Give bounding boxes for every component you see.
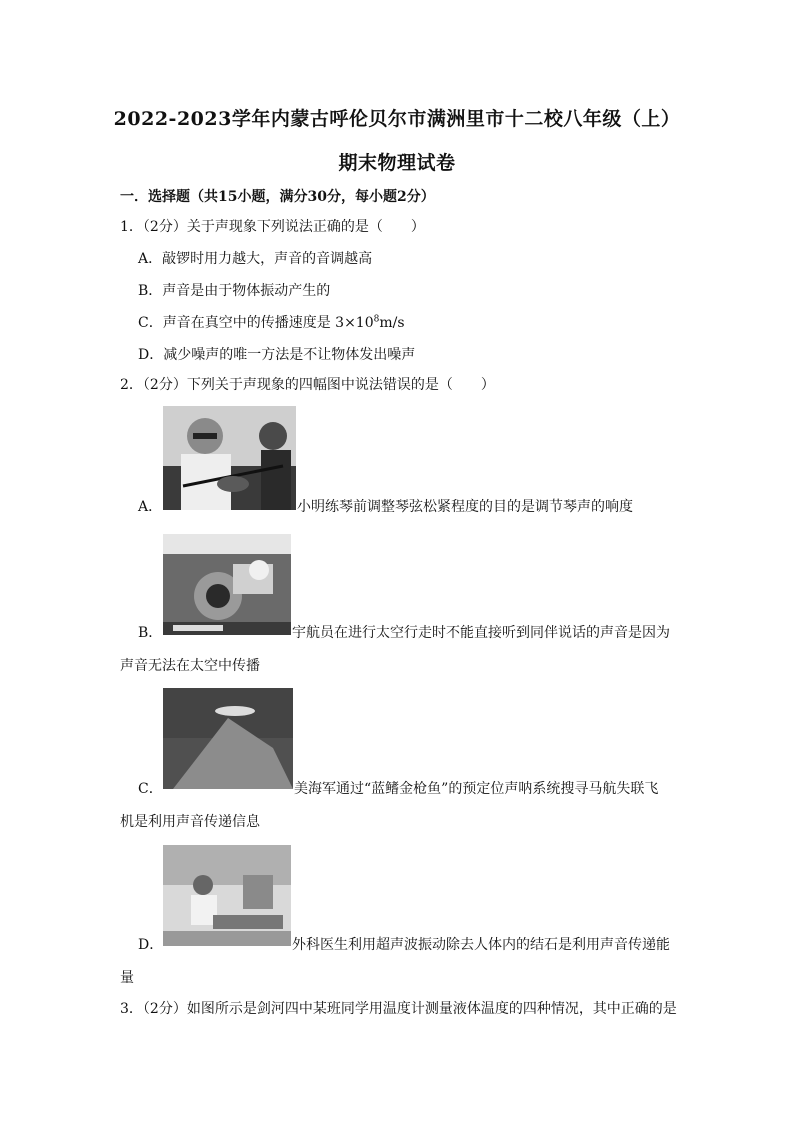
exam-title-line2: 期末物理试卷: [338, 152, 456, 174]
option-c-unit: m/s: [379, 315, 405, 331]
question-2-option-a-text: 小明练琴前调整琴弦松紧程度的目的是调节琴声的响度: [297, 499, 633, 515]
question-1-stem: 1．（2分）关于声现象下列说法正确的是（ ）: [120, 219, 425, 235]
option-c-exponent: 8: [373, 314, 380, 325]
sonar-photo: [163, 688, 293, 789]
violin-photo: [163, 406, 296, 510]
question-1-option-b: B．声音是由于物体振动产生的: [138, 283, 331, 299]
question-2-option-c-label: C．: [138, 781, 163, 797]
question-2-option-a-label: A．: [138, 499, 163, 515]
question-2-stem: 2．（2分）下列关于声现象的四幅图中说法错误的是（ ）: [120, 377, 495, 393]
section-heading: 一．选择题（共15小题，满分30分，每小题2分）: [120, 189, 435, 205]
question-1-option-a: A．敲锣时用力越大，声音的音调越高: [138, 251, 373, 267]
exam-title-line1: 2022-2023学年内蒙古呼伦贝尔市满洲里市十二校八年级（上）: [113, 108, 681, 130]
question-1-option-c: [138, 312, 405, 332]
question-3-stem: 3．（2分）如图所示是剑河四中某班同学用温度计测量液体温度的四种情况，其中正确的是: [120, 1001, 677, 1017]
option-c-text: C．声音在真空中的传播速度是 3×10: [138, 315, 374, 331]
question-2-option-b-label: B．: [138, 625, 163, 641]
question-2-option-b-text-line1: 宇航员在进行太空行走时不能直接听到同伴说话的声音是因为: [292, 625, 670, 641]
question-2-option-b-text-line2: 声音无法在太空中传播: [120, 658, 260, 674]
question-2-option-d-text-line1: 外科医生利用超声波振动除去人体内的结石是利用声音传递能: [292, 937, 670, 953]
question-2-option-d-text-line2: 量: [120, 970, 134, 986]
astronaut-photo: [163, 534, 291, 635]
question-2-option-c-text-line2: 机是利用声音传递信息: [120, 814, 260, 830]
surgeon-photo: [163, 845, 291, 946]
question-2-option-d-label: D．: [138, 937, 164, 953]
question-1-option-d: D．减少噪声的唯一方法是不让物体发出噪声: [138, 347, 416, 363]
question-2-option-c-text-line1: 美海军通过“蓝鳍金枪鱼”的预定位声呐系统搜寻马航失联飞: [294, 781, 659, 797]
